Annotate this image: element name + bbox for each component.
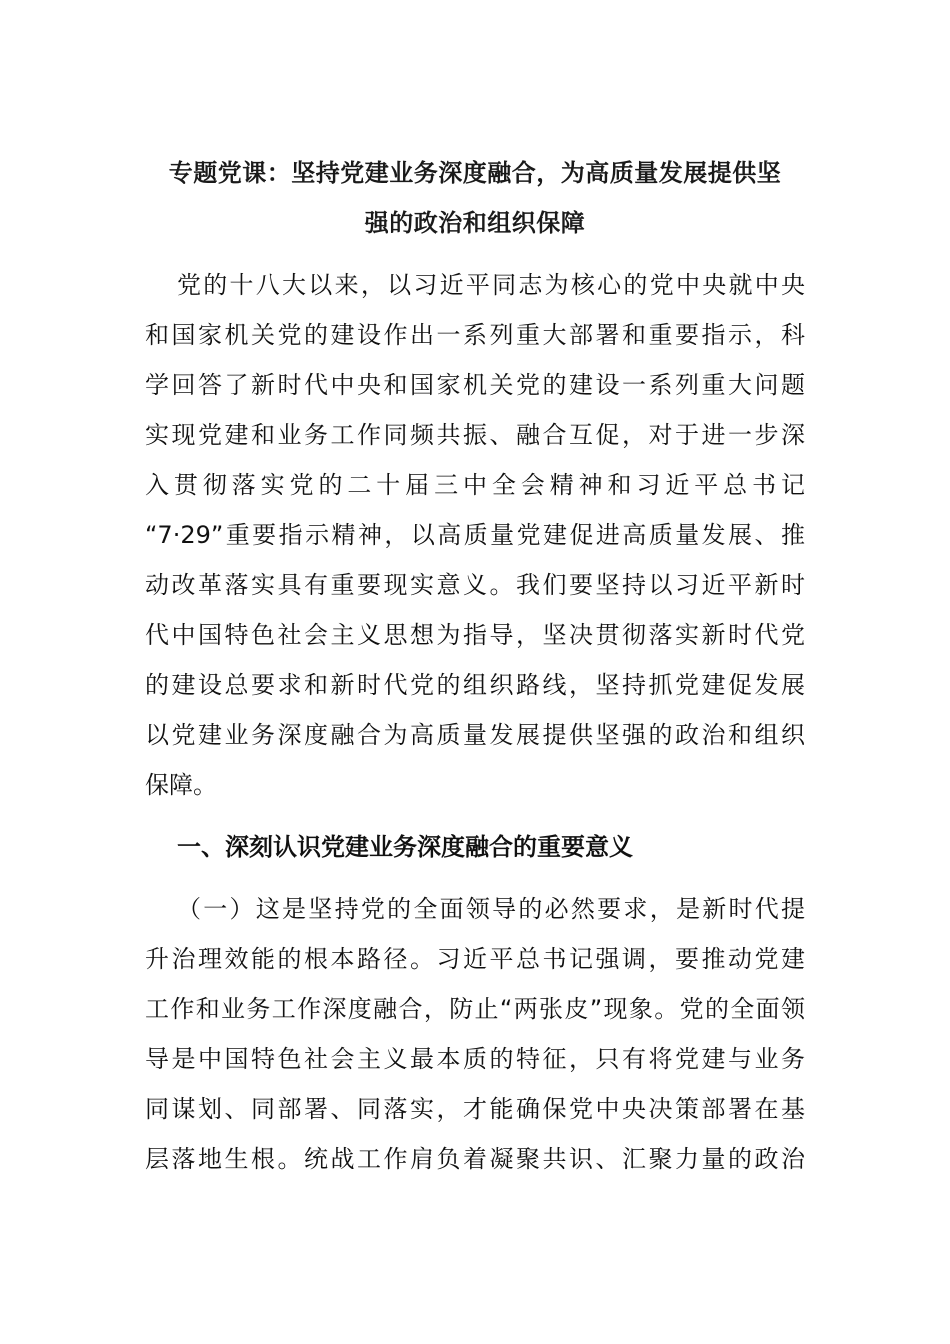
- paragraph-line: 代中国特色社会主义思想为指导，坚决贯彻落实新时代党: [145, 621, 805, 649]
- paragraph-line: 和国家机关党的建设作出一系列重大部署和重要指示，科: [145, 321, 805, 349]
- paragraph-line: 同谋划、同部署、同落实，才能确保党中央决策部署在基: [145, 1095, 805, 1123]
- paragraph-line: 升治理效能的根本路径。习近平总书记强调，要推动党建: [145, 945, 805, 973]
- paragraph-line: 工作和业务工作深度融合，防止“两张皮”现象。党的全面领: [145, 995, 805, 1023]
- paragraph-line: 层落地生根。统战工作肩负着凝聚共识、汇聚力量的政治: [145, 1145, 805, 1173]
- paragraph-line: “7·29”重要指示精神，以高质量党建促进高质量发展、推: [145, 521, 805, 549]
- paragraph-line: 动改革落实具有重要现实意义。我们要坚持以习近平新时: [145, 571, 805, 599]
- paragraph-line: 党的十八大以来，以习近平同志为核心的党中央就中央: [177, 271, 805, 299]
- paragraph-line: 导是中国特色社会主义最本质的特征，只有将党建与业务: [145, 1045, 805, 1073]
- paragraph-line: 保障。: [145, 771, 217, 799]
- paragraph-line: 入贯彻落实党的二十届三中全会精神和习近平总书记: [145, 471, 805, 499]
- document-title-line-1: 专题党课：坚持党建业务深度融合，为高质量发展提供坚: [168, 159, 782, 187]
- document-title-line-2: 强的政治和组织保障: [364, 209, 586, 237]
- section-heading: 一、深刻认识党建业务深度融合的重要意义: [177, 833, 633, 861]
- paragraph-line: 实现党建和业务工作同频共振、融合互促，对于进一步深: [145, 421, 805, 449]
- paragraph-line: 以党建业务深度融合为高质量发展提供坚强的政治和组织: [145, 721, 805, 749]
- paragraph-line: （一）这是坚持党的全面领导的必然要求，是新时代提: [177, 895, 805, 923]
- paragraph-line: 学回答了新时代中央和国家机关党的建设一系列重大问题: [145, 371, 805, 399]
- paragraph-line: 的建设总要求和新时代党的组织路线，坚持抓党建促发展: [145, 671, 805, 699]
